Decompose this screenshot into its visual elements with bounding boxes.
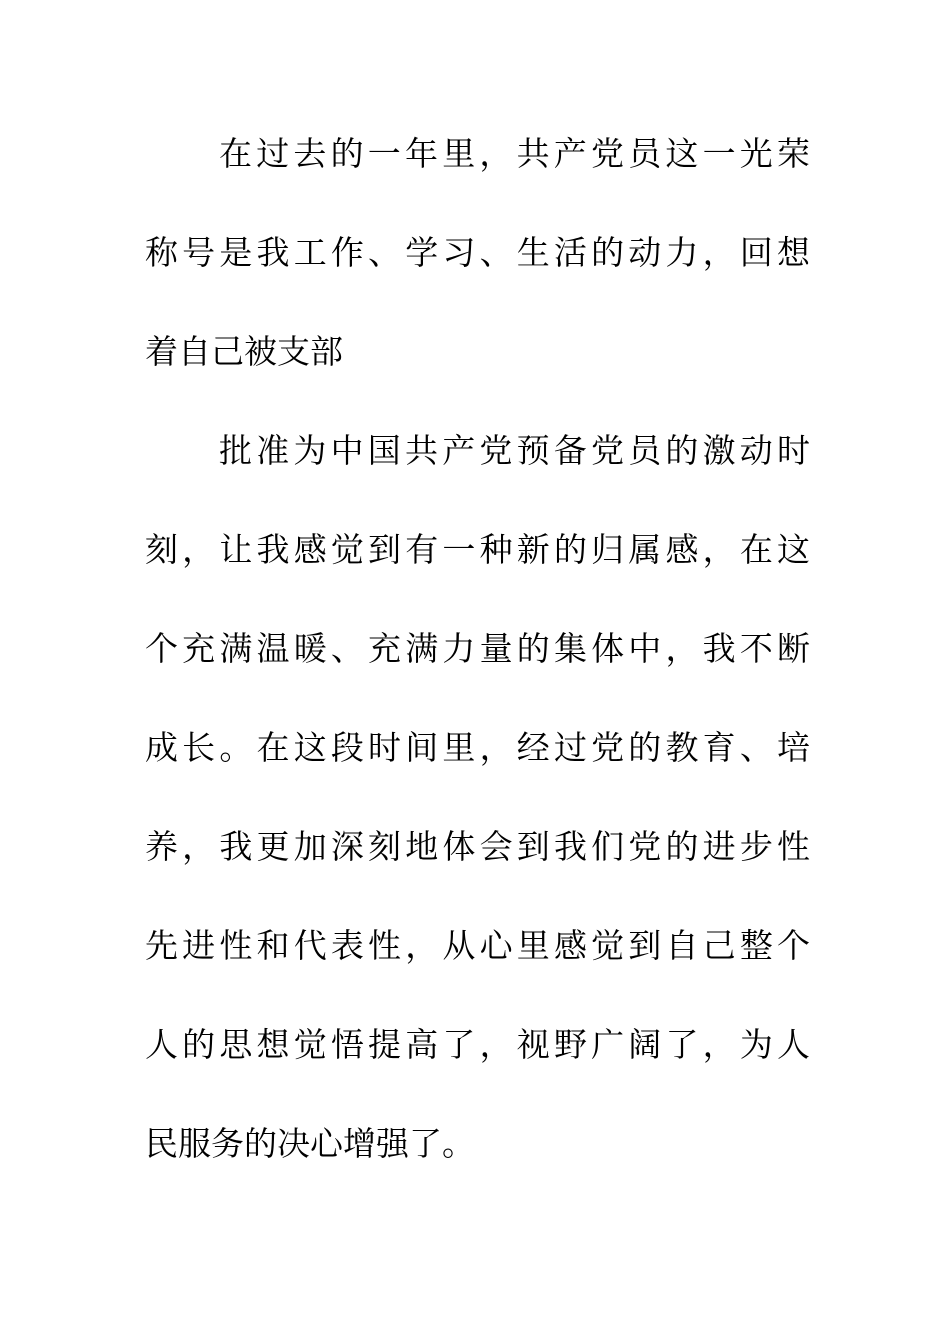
- paragraph-1: [145, 120, 810, 417]
- paragraph-line: 称号是我工作、学习、生活的动力，回想: [145, 233, 810, 272]
- paragraph-line: 人的思想觉悟提高了，视野广阔了，为人: [145, 1025, 810, 1064]
- paragraph-line: 刻，让我感觉到有一种新的归属感，在这: [145, 530, 810, 569]
- paragraph-line: 批准为中国共产党预备党员的激动时: [219, 431, 810, 470]
- paragraph-line: 个充满温暖、充满力量的集体中，我不断: [145, 629, 810, 668]
- paragraph-line: 着自己被支部: [145, 332, 343, 371]
- paragraph-2: [145, 417, 810, 1209]
- paragraph-line: 民服务的决心增强了。: [145, 1124, 475, 1163]
- document-body: [145, 120, 810, 1209]
- paragraph-line: 先进性和代表性，从心里感觉到自己整个: [145, 926, 810, 965]
- paragraph-line: 在过去的一年里，共产党员这一光荣: [219, 134, 810, 173]
- paragraph-line: 养，我更加深刻地体会到我们党的进步性: [145, 827, 810, 866]
- paragraph-line: 成长。在这段时间里，经过党的教育、培: [145, 728, 810, 767]
